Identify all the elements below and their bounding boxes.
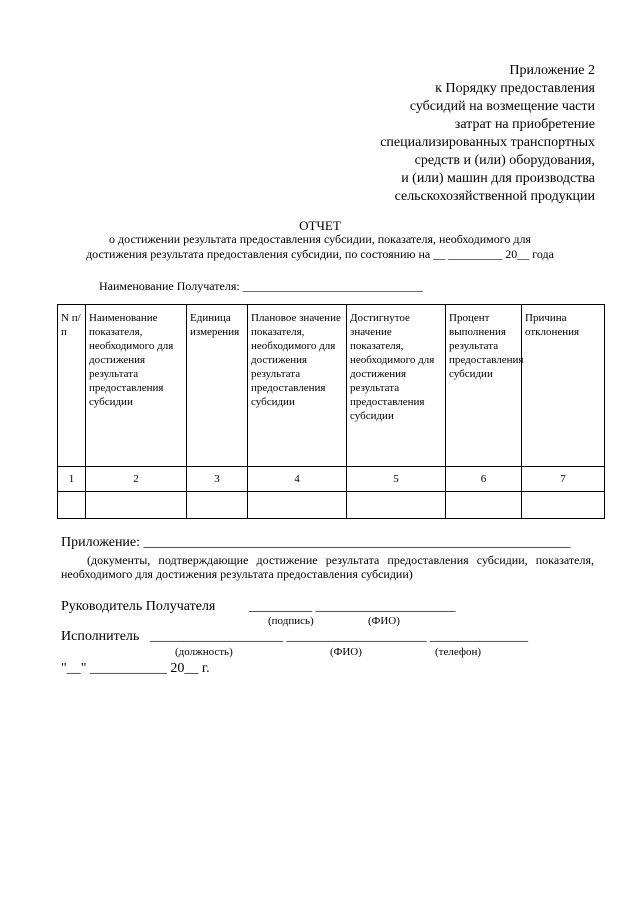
executor-label: Исполнитель — [61, 629, 140, 644]
annex-line: затрат на приобретение — [454, 117, 595, 132]
annex-line: Приложение 2 — [509, 63, 595, 78]
column-number-cell: 5 — [347, 467, 446, 492]
head-signature-lines: _________ ____________________ — [249, 599, 456, 614]
appendix-label: Приложение: _____________________________________________________________ — [61, 535, 571, 550]
header-cell-indicator-name: Наименование показателя, необходимого для достижения результата предоставления субсидии — [86, 305, 187, 467]
empty-cell[interactable] — [446, 492, 522, 519]
report-subtitle-line1: о достижении результата предоставления субсидии, показателя, необходимого для — [109, 232, 531, 246]
report-title: ОТЧЕТ — [299, 218, 341, 233]
annex-block — [295, 62, 595, 206]
executor-caption-position: (должность) — [175, 646, 233, 658]
appendix-note-line2: необходимого для достижения результата предоставления субсидии) — [61, 567, 413, 581]
column-number-cell: 6 — [446, 467, 522, 492]
annex-line: к Порядку предоставления — [435, 81, 595, 96]
annex-line: субсидий на возмещение части — [409, 99, 595, 114]
appendix-note-line1: (документы, подтверждающие достижение результата предоставления субсидии, показателя, — [87, 553, 594, 567]
header-cell-unit: Единица измерения — [187, 305, 248, 467]
date-line: "__" ___________ 20__ г. — [61, 661, 210, 676]
annex-line: специализированных транспортных — [380, 135, 595, 150]
executor-caption-phone: (телефон) — [435, 646, 482, 658]
head-caption-name: (ФИО) — [368, 615, 400, 627]
empty-cell[interactable] — [248, 492, 347, 519]
header-cell-number: N п/п — [58, 305, 86, 467]
head-caption-signature: (подпись) — [268, 615, 314, 627]
annex-line: средств и (или) оборудования, — [414, 153, 595, 168]
empty-cell[interactable] — [522, 492, 605, 519]
column-number-cell: 3 — [187, 467, 248, 492]
column-number-cell: 2 — [86, 467, 187, 492]
empty-cell[interactable] — [86, 492, 187, 519]
annex-line: и (или) машин для производства — [401, 171, 595, 186]
empty-cell[interactable] — [187, 492, 248, 519]
executor-signature-lines: ___________________ ____________________ ______________ — [150, 629, 528, 644]
report-subtitle-line2: достижения результата предоставления субсидии, по состоянию на __ _________ 20__ года — [86, 247, 554, 261]
table-column-numbers-row — [58, 467, 605, 492]
table-header-row — [58, 305, 605, 467]
header-cell-planned-value: Плановое значение показателя, необходимого для достижения результата предоставления субсидии — [248, 305, 347, 467]
column-number-cell: 4 — [248, 467, 347, 492]
column-number-cell: 1 — [58, 467, 86, 492]
empty-cell[interactable] — [58, 492, 86, 519]
empty-cell[interactable] — [347, 492, 446, 519]
header-cell-achieved-value: Достигнутое значение показателя, необходимого для достижения результата предоставления субсидии — [347, 305, 446, 467]
header-cell-reason: Причина отклонения — [522, 305, 605, 467]
header-cell-percent: Процент выполнения результата предоставления субсидии — [446, 305, 522, 467]
annex-line: сельскохозяйственной продукции — [394, 189, 595, 204]
table-empty-row — [58, 492, 605, 519]
recipient-line: Наименование Получателя: ______________________________ — [99, 279, 423, 293]
column-number-cell: 7 — [522, 467, 605, 492]
report-table — [57, 304, 605, 519]
head-label: Руководитель Получателя — [61, 599, 216, 614]
executor-caption-name: (ФИО) — [330, 646, 362, 658]
